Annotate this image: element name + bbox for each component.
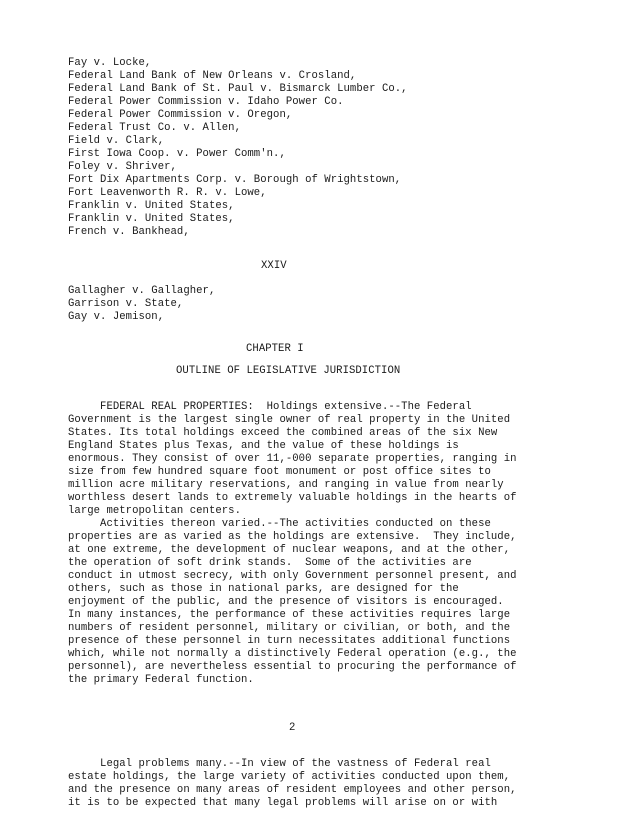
case-entry: Franklin v. United States, (68, 200, 235, 212)
body-line: In many instances, the performance of these activities requires large (68, 609, 511, 621)
chapter-heading: CHAPTER I (246, 343, 304, 355)
case-entry: Garrison v. State, (68, 298, 184, 310)
case-entry: First Iowa Coop. v. Power Comm'n., (68, 148, 286, 160)
body-line: Activities thereon varied.--The activities conducted on these (68, 518, 491, 530)
body-line: presence of these personnel in turn necessitates additional functions (68, 635, 511, 647)
case-entry: Federal Power Commission v. Idaho Power Co. (68, 96, 344, 108)
body-line: others, such as those in national parks, are designed for the (68, 583, 459, 595)
body-line: England States plus Texas, and the value of these holdings is (68, 440, 459, 452)
body-line: conduct in utmost secrecy, with only Government personnel present, and (68, 570, 517, 582)
body-line: the operation of soft drink stands. Some of the activities are (68, 557, 472, 569)
body-line: the primary Federal function. (68, 674, 254, 686)
section-numeral: XXIV (261, 260, 287, 272)
body-line: States. Its total holdings exceed the combined areas of the six New (68, 427, 498, 439)
chapter-title: OUTLINE OF LEGISLATIVE JURISDICTION (176, 365, 401, 377)
case-entry: Federal Land Bank of St. Paul v. Bismarck Lumber Co., (68, 83, 408, 95)
body-line: it is to be expected that many legal problems will arise on or with (68, 797, 498, 809)
body-line: at one extreme, the development of nuclear weapons, and at the other, (68, 544, 511, 556)
case-entry: Federal Trust Co. v. Allen, (68, 122, 241, 134)
body-line: properties are as varied as the holdings are extensive. They include, (68, 531, 517, 543)
case-entry: Foley v. Shriver, (68, 161, 177, 173)
body-line: Government is the largest single owner of real property in the United (68, 414, 511, 426)
body-line: large metropolitan centers. (68, 505, 241, 517)
page-number: 2 (289, 722, 296, 734)
body-line: personnel), are nevertheless essential to procuring the performance of (68, 661, 517, 673)
body-line: enjoyment of the public, and the presence of visitors is encouraged. (68, 596, 504, 608)
case-entry: French v. Bankhead, (68, 226, 190, 238)
body-line: estate holdings, the large variety of activities conducted upon them, (68, 771, 511, 783)
body-line: size from few hundred square foot monument or post office sites to (68, 466, 491, 478)
body-line: numbers of resident personnel, military or civilian, or both, and the (68, 622, 511, 634)
body-line: worthless desert lands to extremely valuable holdings in the hearts of (68, 492, 517, 504)
case-entry: Gallagher v. Gallagher, (68, 285, 216, 297)
case-entry: Franklin v. United States, (68, 213, 235, 225)
body-line: which, while not normally a distinctively Federal operation (e.g., the (68, 648, 517, 660)
case-entry: Fay v. Locke, (68, 57, 152, 69)
body-line: enormous. They consist of over 11,-000 separate properties, ranging in (68, 453, 517, 465)
case-entry: Federal Power Commission v. Oregon, (68, 109, 293, 121)
body-line: million acre military reservations, and ranging in value from nearly (68, 479, 504, 491)
body-line: Legal problems many.--In view of the vastness of Federal real (68, 758, 491, 770)
case-entry: Fort Dix Apartments Corp. v. Borough of Wrightstown, (68, 174, 402, 186)
body-line: and the presence on many areas of resident employees and other person, (68, 784, 517, 796)
body-line: FEDERAL REAL PROPERTIES: Holdings extensive.--The Federal (68, 401, 472, 413)
case-entry: Federal Land Bank of New Orleans v. Crosland, (68, 70, 357, 82)
case-entry: Gay v. Jemison, (68, 311, 165, 323)
case-entry: Field v. Clark, (68, 135, 165, 147)
case-entry: Fort Leavenworth R. R. v. Lowe, (68, 187, 267, 199)
